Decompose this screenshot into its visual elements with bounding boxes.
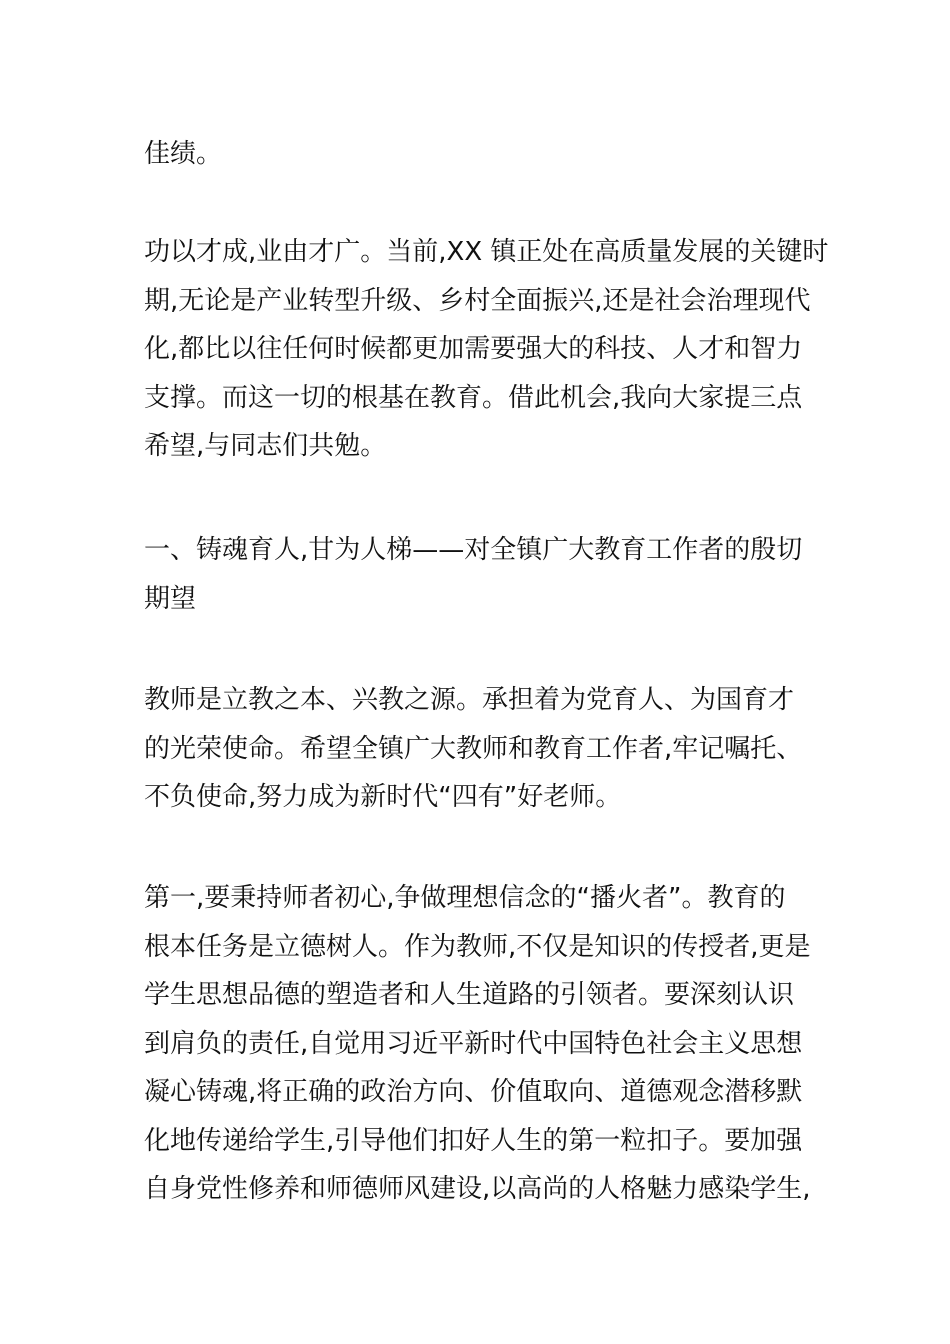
text-line: 化,都比以往任何时候都更加需要强大的科技、人才和智力 bbox=[144, 334, 803, 364]
text-line: 到肩负的责任,自觉用习近平新时代中国特色社会主义思想 bbox=[144, 1028, 803, 1059]
text-line: 不负使命,努力成为新时代“四有”好老师。 bbox=[144, 782, 622, 812]
paragraph-closing-fragment bbox=[144, 130, 824, 179]
text-line: 佳绩。 bbox=[144, 139, 223, 169]
text-line: 希望,与同志们共勉。 bbox=[144, 431, 387, 461]
text-line: 化地传递给学生,引导他们扣好人生的第一粒扣子。要加强 bbox=[144, 1125, 803, 1156]
paragraph-first-point bbox=[144, 874, 824, 1214]
text-line: 的光荣使命。希望全镇广大教师和教育工作者,牢记嘱托、 bbox=[144, 733, 803, 764]
text-line: 自身党性修养和师德师风建设,以高尚的人格魅力感染学生, bbox=[144, 1174, 811, 1204]
heading-line: 期望 bbox=[144, 583, 197, 614]
text-line: 支撑。而这一切的根基在教育。借此机会,我向大家提三点 bbox=[144, 382, 803, 413]
text-line: 功以才成,业由才广。当前,XX 镇正处在高质量发展的关键时 bbox=[144, 237, 829, 267]
text-line: 教师是立教之本、兴教之源。承担着为党育人、为国育才 bbox=[144, 685, 795, 715]
heading-line: 一、铸魂育人,甘为人梯——对全镇广大教育工作者的殷切 bbox=[144, 535, 803, 565]
text-line: 第一,要秉持师者初心,争做理想信念的“播火者”。教育的 bbox=[144, 883, 786, 913]
paragraph-talent-development bbox=[144, 228, 829, 471]
section-heading bbox=[144, 526, 824, 623]
text-line: 根本任务是立德树人。作为教师,不仅是知识的传授者,更是 bbox=[144, 931, 811, 962]
paragraph-teacher-mission bbox=[144, 676, 824, 822]
text-line: 学生思想品德的塑造者和人生道路的引领者。要深刻认识 bbox=[144, 980, 795, 1010]
text-line: 凝心铸魂,将正确的政治方向、价值取向、道德观念潜移默 bbox=[144, 1077, 803, 1107]
text-line: 期,无论是产业转型升级、乡村全面振兴,还是社会治理现代 bbox=[144, 285, 811, 316]
